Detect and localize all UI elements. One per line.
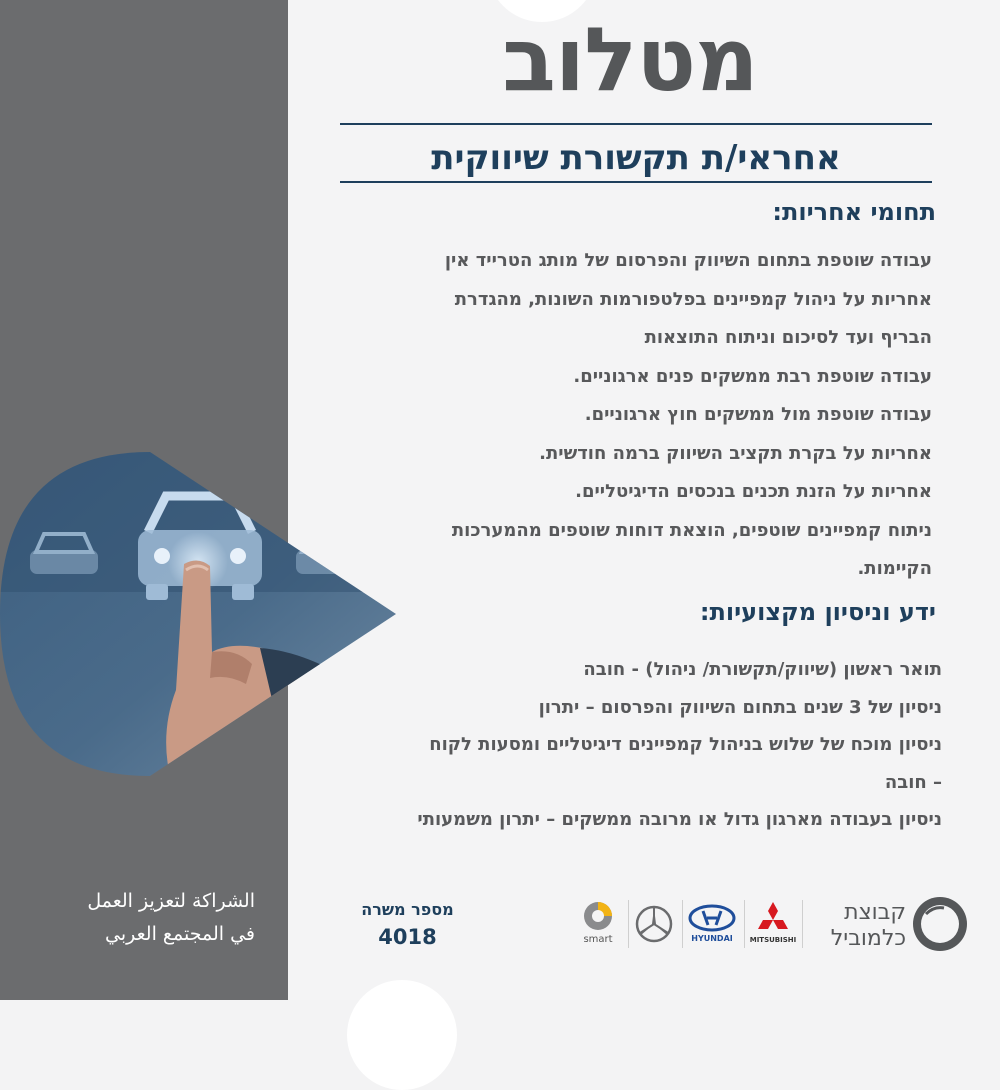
partnership-org-name — [40, 885, 255, 951]
knowledge-line: – חובה — [884, 771, 942, 793]
logo-divider — [682, 900, 683, 948]
responsibilities-heading: תחומי אחריות: — [772, 198, 936, 226]
knowledge-line: ניסיון בעבודה מארגון גדול או מרובה ממשקים – יתרון משמעותי — [417, 809, 942, 830]
org-line: الشراكة لتعزيز العمل — [87, 890, 255, 912]
mercedes-icon — [634, 904, 674, 944]
responsibility-line: הבריף ועד לסיכום וניתוח התוצאות — [644, 327, 932, 348]
page-title: מטלוב — [502, 8, 758, 111]
subtitle-top-rule — [340, 123, 932, 125]
smart-label: smart — [583, 934, 613, 945]
logo-divider — [802, 900, 803, 948]
responsibilities-list — [332, 242, 932, 589]
knowledge-line: ניסיון מוכח של שלוש בניהול קמפיינים דיגיטליים ומסעות לקוח — [429, 734, 942, 755]
logo-divider — [628, 900, 629, 948]
mitsubishi-icon — [748, 900, 798, 934]
subtitle-bottom-rule — [340, 181, 932, 183]
org-line: في المجتمع العربي — [105, 923, 255, 945]
brand-logos — [570, 890, 970, 960]
responsibility-line: אחריות על ניהול קמפיינים בפלטפורמות השונות, מהגדרת — [454, 288, 932, 310]
hyundai-logo — [686, 904, 738, 948]
hyundai-label: HYUNDAI — [691, 934, 733, 943]
responsibility-line: אחריות על הזנת תכנים בנכסים הדיגיטליים. — [575, 481, 932, 502]
group-name-line: כלמוביל — [830, 926, 906, 951]
job-number-label: מספר משרה — [361, 900, 454, 919]
responsibility-line: ניתוח קמפיינים שוטפים, הוצאת דוחות שוטפים מהמערכות — [451, 519, 932, 541]
hyundai-icon — [686, 904, 738, 932]
knowledge-line: ניסיון של 3 שנים בתחום השיווק והפרסום – יתרון — [538, 696, 942, 718]
smart-icon — [576, 900, 620, 934]
responsibility-line: עבודה שוטפת בתחום השיווק והפרסום של מותג הטרייד אין — [444, 250, 932, 271]
bottom-decorative-circle — [347, 980, 457, 1090]
job-number — [340, 900, 475, 949]
knowledge-line: תואר ראשון (שיווק/תקשורת/ ניהול) - חובה — [583, 659, 942, 680]
job-number-value: 4018 — [378, 925, 437, 949]
job-title: אחראי/ת תקשורת שיווקית — [431, 138, 841, 178]
hero-image — [0, 452, 396, 776]
mitsubishi-label: MITSUBISHI — [749, 936, 797, 944]
group-name-line: קבוצת — [844, 900, 906, 925]
responsibility-line: עבודה שוטפת רבת ממשקים פנים ארגוניים. — [573, 365, 932, 387]
group-logo-icon — [910, 892, 970, 956]
mitsubishi-logo — [748, 900, 798, 950]
group-name — [806, 900, 906, 952]
responsibility-line: אחריות על בקרת תקציב השיווק ברמה חודשית. — [539, 442, 932, 464]
logo-divider — [744, 900, 745, 948]
responsibility-line: עבודה שוטפת מול ממשקים חוץ ארגוניים. — [584, 404, 932, 425]
knowledge-heading: ידע וניסיון מקצועיות: — [699, 598, 936, 626]
responsibility-line: הקיימות. — [857, 558, 932, 579]
knowledge-list — [312, 651, 942, 839]
small-car-right-icon — [298, 534, 362, 572]
smart-logo — [576, 900, 620, 950]
